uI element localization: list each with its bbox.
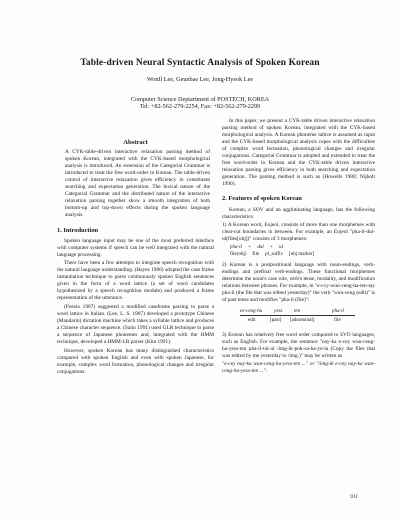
example-gloss-item: edit bbox=[248, 317, 256, 323]
example-gloss bbox=[230, 252, 375, 259]
intro-paragraph: Spoken language input may be one of the most preferred interface with computer systems if speech can be well integrated with the natural language processing. bbox=[57, 237, 214, 258]
list-item-2: 2) Korean is a postpositional language with noun-endings, verb-endings and prefinal verb-endings. These functional morphemes determine the noun's case role, verb's tense, modality, and modification relations between phrases. For example, in "e-ccy-wun-ceng-ha-ten-tay pha-il (the file that was edited yesterday)" the verb "wun-ceng (edit)" is of past tense and modifies "pha-il (file)": bbox=[222, 262, 375, 304]
page-number: 911 bbox=[350, 494, 358, 500]
example-word: + bbox=[247, 245, 252, 251]
example-gloss-item: [past] bbox=[270, 317, 282, 323]
contact-info: Tel: +82-562-279-2254, Fax: +82-562-279-2299 bbox=[139, 103, 261, 110]
list-item-3-example: "e-cey nay-ka wun-ceng-ha-yess-ten ..." or "/img-ik e-cey nay-ka wun-ceng-ha-yess-ten ...". bbox=[222, 361, 375, 375]
example-word: yess bbox=[274, 308, 283, 314]
example-gloss-item: file bbox=[252, 251, 260, 257]
example-word: dul bbox=[257, 245, 264, 251]
paper-title: Table-driven Neural Syntactic Analysis of Spoken Korean bbox=[80, 58, 320, 68]
intro-paragraph: However, spoken Korean has many distinguished characteristics compared with spoken English and even with spoken Japanese, for example, complex word formation, phonological changes and irregular conjugations. bbox=[57, 347, 214, 375]
example-word: ee-ceng-ha bbox=[240, 308, 263, 314]
example-gloss-item: pl_suffix bbox=[265, 251, 284, 257]
example-word: + bbox=[269, 245, 274, 251]
intro-paragraph: There have been a few attempts to integrate speech recognition with the natural language understanding. (Hayes 1986) adopted the case frame instantiation technique to parse continuously spoken English sentences given in the form of a word lattice (a set of word candidates hypothesized by a speech recognition module) and produced a frame representation of the utterance. bbox=[57, 260, 214, 302]
abstract-heading: Abstract bbox=[123, 139, 148, 146]
example-gloss-item: file(obj) bbox=[230, 251, 247, 257]
body-paragraph: Korean, a SOV and an agglutinating language, has the following characteristics: bbox=[222, 206, 375, 220]
morpheme-example-1 bbox=[230, 245, 375, 258]
affiliation: Computer Science Deptartment of POSTECH, KOREA bbox=[130, 96, 270, 103]
intro-paragraph: (Poesio 1987) suggested a modified caseframe parsing to parse a word lattice in Italian. (Lee, L. S. 1987) developed a prototype Chinese (Mandarin) dictation machine which takes a syllable lattice and produces a Chinese character sequence. (Saito 1991) used GLR technique to parse a sequence of Japanese phonemes and, integrated with the HMM technique, developed a HMM-LR parser (Kita 1991). bbox=[57, 303, 214, 346]
example-word: ul bbox=[279, 245, 283, 251]
list-item-1: 1) A Korean word, Eojeol, consists of more than one morphemes with clear-cut boundaries in between. For example, an Eojeol "pha-il-dul-ul(files[obj])" consists of 3 morphemes: bbox=[222, 222, 375, 243]
example-gloss-item: file bbox=[334, 317, 341, 323]
example-gloss-item: [obj marker] bbox=[289, 251, 315, 257]
author-list: WonIl Lee, Geunbae Lee, Jong-Hyeok Lee bbox=[146, 76, 254, 83]
morpheme-example-2 bbox=[240, 308, 355, 328]
example-word: pha-il bbox=[332, 308, 344, 314]
abstract-body bbox=[57, 149, 214, 219]
list-item-3: 3) Korean has relatively free word order compared to SVO languages, such as English. For example, the sentence "nay-ka e-cey wun-ceng-ha-yess-ten pha-il-tul-ul /img-ik-pok-sa-ha-ye-la (Copy the files that was edited by me yesterday to /img.)" may be written as bbox=[222, 331, 375, 359]
abstract-text: A CYK-table-driven interactive relaxation parsing method of spoken Korean, integrated with the CYK-based morphological analysis is introduced. An extension of the Categorial Grammar is introduced to treat the free word-order in Korean. The table-driven control of interactive relaxation gives efficiency in constituent searching and expectation generation. The lexical nature of the Categorial Grammar and the distributed nature of the interactive relaxation parsing together show a smooth integration of both bottom-up and top-down effects during the spoken language analysis. bbox=[65, 149, 210, 219]
right-column bbox=[222, 118, 375, 377]
left-column bbox=[57, 118, 214, 377]
body-paragraph: In this paper, we present a CYK-table driven interactive relaxation parsing method of spoken Korean, integrated with the CYK-based morphological analysis. A Korean phoneme lattice is assumed as input and the CYK-based morphological analysis copes with the difficulties of complex word formation, phonological changes and irregular conjugations. Categorial Grammar is adopted and extended to treat the free word-order in Korean and the CYK-table driven interactive relaxation parsing gives efficiency in both searching and expectation generation. The parsing method is such as (Howells 1988; Nijholt 1990). bbox=[222, 118, 375, 188]
example-gloss-item: [adnominal] bbox=[290, 317, 315, 323]
example-word: ten bbox=[294, 308, 301, 314]
section-heading-introduction: 1. Introduction bbox=[57, 226, 99, 234]
section-heading-features: 2. Features of spoken Korean bbox=[222, 195, 302, 203]
example-word: pha-il bbox=[230, 245, 242, 251]
example-divider bbox=[240, 315, 355, 316]
